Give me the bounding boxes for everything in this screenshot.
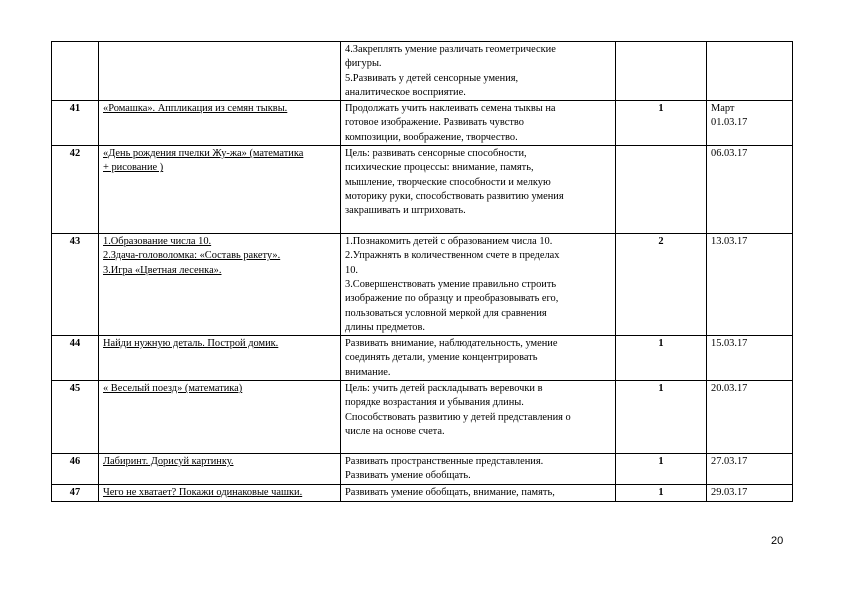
lesson-goals-line: готовое изображение. Развивать чувство — [345, 117, 524, 129]
lesson-date-cell — [707, 146, 793, 234]
lesson-number-cell: 45 — [52, 381, 99, 454]
table-row — [52, 101, 793, 146]
table-row — [52, 484, 793, 501]
lesson-goals-cell — [341, 146, 616, 234]
lesson-date-line: 01.03.17 — [711, 117, 748, 129]
table-row — [52, 234, 793, 336]
lesson-date-line: 29.03.17 — [711, 486, 748, 498]
lesson-goals-line: изображение по образцу и преобразовывать его, — [345, 293, 559, 305]
lesson-topic-line: « Веселый поезд» (математика) — [103, 383, 243, 395]
lesson-number-cell: 42 — [52, 146, 99, 234]
lesson-goals-cell — [341, 42, 616, 101]
lesson-number-cell: 47 — [52, 484, 99, 501]
table-row — [52, 454, 793, 485]
lesson-topic-cell — [99, 42, 341, 101]
lesson-count-cell — [616, 42, 707, 101]
lesson-goals-cell — [341, 336, 616, 381]
lesson-topic-cell — [99, 381, 341, 454]
lesson-goals-cell — [341, 234, 616, 336]
lesson-goals-line: мышление, творческие способности и мелкую — [345, 176, 551, 188]
lesson-topic-line: Лабиринт. Дорисуй картинку. — [103, 456, 234, 468]
page-number: 20 — [771, 535, 784, 547]
lesson-date-cell — [707, 42, 793, 101]
lesson-topic-cell — [99, 234, 341, 336]
lesson-goals-line: 1.Познакомить детей с образованием числа 10. — [345, 236, 553, 248]
lesson-topic-line: «Ромашка». Аппликация из семян тыквы. — [103, 103, 288, 115]
lesson-goals-line: Развивать умение обобщать. — [345, 470, 471, 482]
lesson-date-line: 06.03.17 — [711, 148, 748, 160]
lesson-date-line: 13.03.17 — [711, 236, 748, 248]
lesson-topic-line: «День рождения пчелки Жу-жа» (математика — [103, 148, 304, 160]
lesson-goals-line: 3.Совершенствовать умение правильно строить — [345, 278, 557, 290]
lesson-topic-line: 2.Здача-головоломка: «Составь ракету». — [103, 250, 281, 262]
lesson-topic-line: + рисование ) — [103, 162, 164, 174]
lesson-goals-line: числе на основе счета. — [345, 425, 445, 437]
lesson-count-cell: 1 — [616, 381, 707, 454]
lesson-count-cell: 1 — [616, 336, 707, 381]
lesson-goals-cell — [341, 381, 616, 454]
table-row — [52, 42, 793, 101]
lesson-goals-cell — [341, 484, 616, 501]
lesson-goals-line: 4.Закреплять умение различать геометрические — [345, 44, 556, 55]
lesson-number-cell: 46 — [52, 454, 99, 485]
lesson-goals-line: моторику руки, способствовать развитию умения — [345, 190, 564, 202]
lesson-goals-line: Цель: учить детей раскладывать веревочки в — [345, 383, 543, 395]
table-row — [52, 336, 793, 381]
lesson-goals-line: соединять детали, умение концентрировать — [345, 352, 538, 364]
lesson-goals-line: фигуры. — [345, 58, 382, 70]
lesson-number-cell — [52, 42, 99, 101]
lesson-count-cell — [616, 146, 707, 234]
lesson-topic-line: 3.Игра «Цветная лесенка». — [103, 264, 222, 276]
lesson-goals-line: 5.Развивать у детей сенсорные умения, — [345, 72, 519, 84]
lesson-topic-line: 1.Образование числа 10. — [103, 236, 212, 248]
lesson-topic-line: Чего не хватает? Покажи одинаковые чашки. — [103, 486, 303, 498]
lesson-count-cell: 1 — [616, 454, 707, 485]
lesson-date-cell — [707, 234, 793, 336]
lesson-goals-line: внимание. — [345, 366, 391, 378]
lesson-topic-cell — [99, 336, 341, 381]
lesson-count-cell: 1 — [616, 101, 707, 146]
lesson-topic-line: Найди нужную деталь. Построй домик. — [103, 338, 279, 350]
lesson-number-cell: 43 — [52, 234, 99, 336]
lesson-count-cell: 1 — [616, 484, 707, 501]
lesson-goals-cell — [341, 101, 616, 146]
lesson-date-line: 20.03.17 — [711, 383, 748, 395]
lesson-count-cell: 2 — [616, 234, 707, 336]
lesson-date-cell — [707, 381, 793, 454]
lesson-date-line: 15.03.17 — [711, 338, 748, 350]
lesson-topic-cell — [99, 101, 341, 146]
lesson-goals-line: длины предметов. — [345, 321, 425, 333]
lesson-goals-line: Способствовать развитию у детей представления о — [345, 411, 571, 423]
table-row — [52, 146, 793, 234]
lesson-topic-cell — [99, 146, 341, 234]
lesson-goals-line: Продолжать учить наклеивать семена тыквы на — [345, 103, 556, 115]
lesson-date-line: Март — [711, 103, 735, 115]
lesson-goals-line: пользоваться условной меркой для сравнения — [345, 307, 547, 319]
lesson-goals-line: Развивать внимание, наблюдательность, умение — [345, 338, 558, 350]
lesson-date-line: 27.03.17 — [711, 456, 748, 468]
lesson-plan-body — [52, 42, 793, 502]
lesson-date-cell — [707, 454, 793, 485]
lesson-date-cell — [707, 484, 793, 501]
lesson-plan-table — [51, 41, 793, 502]
lesson-goals-line: Развивать пространственные представления. — [345, 456, 544, 468]
lesson-goals-line: психические процессы: внимание, память, — [345, 162, 534, 174]
lesson-number-cell: 44 — [52, 336, 99, 381]
lesson-goals-line: 10. — [345, 264, 358, 276]
lesson-goals-line: 2.Упражнять в количественном счете в пределах — [345, 250, 560, 262]
table-row — [52, 381, 793, 454]
lesson-date-cell — [707, 336, 793, 381]
lesson-date-cell — [707, 101, 793, 146]
lesson-goals-cell — [341, 454, 616, 485]
lesson-topic-cell — [99, 454, 341, 485]
lesson-goals-line: порядке возрастания и убывания длины. — [345, 397, 524, 409]
lesson-goals-line: Цель: развивать сенсорные способности, — [345, 148, 527, 160]
lesson-goals-line: закрашивать и штриховать. — [345, 205, 466, 217]
lesson-number-cell: 41 — [52, 101, 99, 146]
lesson-goals-line: Развивать умение обобщать, внимание, память, — [345, 486, 555, 498]
lesson-goals-line: аналитическое восприятие. — [345, 86, 466, 98]
lesson-goals-line: композиции, воображение, творчество. — [345, 131, 518, 143]
lesson-topic-cell — [99, 484, 341, 501]
